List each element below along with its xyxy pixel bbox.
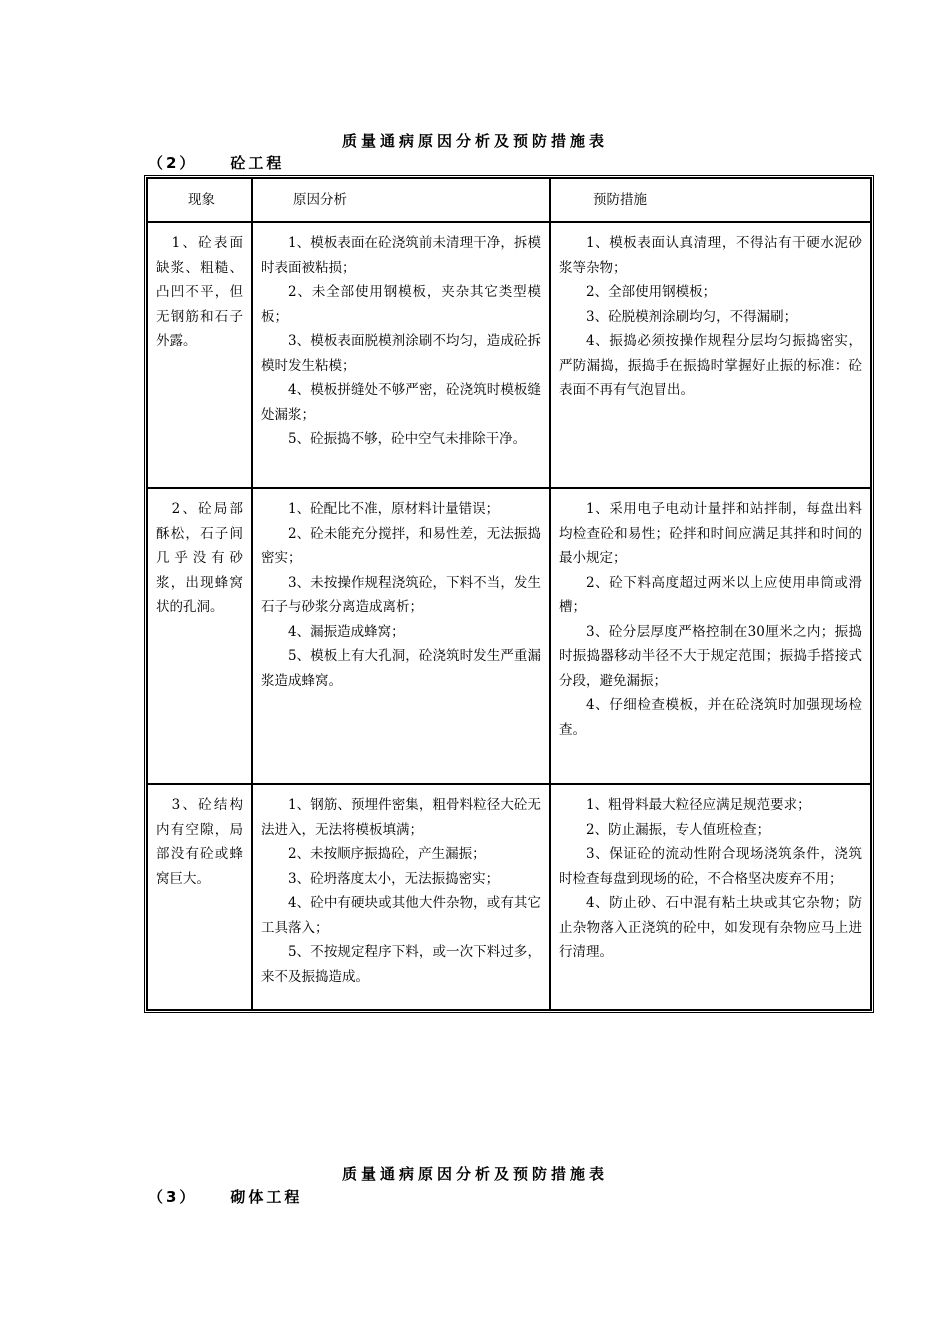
cause-item: 2、砼未能充分搅拌，和易性差，无法振捣密实； [261, 525, 541, 566]
measure-item: 1、采用电子电动计量拌和站拌制，每盘出料均检查砼和易性；砼拌和时间应满足其拌和时间的最小规定； [559, 501, 862, 566]
measure-item: 2、防止漏振，专人值班检查； [586, 821, 771, 838]
measure-item: 2、全部使用钢模板； [586, 284, 717, 300]
phenomenon-text: 2、砼局部酥松，石子间几乎没有砂浆，出现蜂窝状的孔洞。 [156, 501, 243, 615]
phenomenon-text: 3、砼结构内有空隙，局部没有砼或蜂窝巨大。 [156, 797, 243, 887]
causes-cell [252, 784, 550, 1010]
cause-item: 4、模板拼缝处不够严密，砼浇筑时模板缝处漏浆； [261, 382, 541, 423]
table-row [147, 784, 871, 1010]
table-header-row [147, 178, 871, 222]
cause-item: 3、砼坍落度太小，无法振捣密实； [288, 870, 500, 887]
section-heading: （2） 砼工程 [148, 154, 285, 172]
cause-item: 1、模板表面在砼浇筑前未清理干净，拆模时表面被粘损； [261, 235, 541, 276]
measure-item: 3、砼脱模剂涂刷均匀，不得漏刷； [586, 308, 798, 325]
cause-item: 5、模板上有大孔洞，砼浇筑时发生严重漏浆造成蜂窝。 [261, 648, 541, 689]
measure-item: 4、防止砂、石中混有粘土块或其它杂物；防止杂物落入正浇筑的砼中，如发现有杂物应马上进行清理。 [559, 895, 862, 960]
measure-item: 1、模板表面认真清理，不得沾有干硬水泥砂浆等杂物； [559, 235, 862, 276]
cause-item: 1、钢筋、预埋件密集，粗骨料粒径大砼无法进入，无法将模板填满； [261, 797, 541, 838]
header-measures: 预防措施 [593, 192, 647, 208]
header-cell [550, 178, 871, 222]
cause-item: 5、不按规定程序下料，或一次下料过多，来不及振捣造成。 [261, 944, 541, 985]
cause-item: 3、模板表面脱模剂涂刷不均匀，造成砼拆模时发生粘模； [261, 333, 541, 374]
table-title: 质量通病原因分析及预防措施表 [341, 1165, 608, 1183]
header-cell [147, 178, 252, 222]
cause-item: 4、漏振造成蜂窝； [288, 623, 405, 640]
causes-cell [252, 488, 550, 784]
measure-item: 1、粗骨料最大粒径应满足规范要求； [586, 797, 811, 813]
cause-item: 1、砼配比不准，原材料计量错误； [288, 501, 500, 517]
causes-cell [252, 222, 550, 488]
phenomenon-cell [147, 222, 252, 488]
section-heading: （3） 砌体工程 [148, 1188, 303, 1206]
defects-table [144, 175, 874, 1013]
measure-item: 2、砼下料高度超过两米以上应使用串筒或滑槽； [559, 574, 862, 615]
measures-cell [550, 784, 871, 1010]
measures-cell [550, 222, 871, 488]
table-row [147, 222, 871, 488]
header-cell [252, 178, 550, 222]
phenomenon-cell [147, 784, 252, 1010]
header-phenomenon: 现象 [188, 192, 215, 208]
cause-item: 4、砼中有硬块或其他大件杂物，或有其它工具落入； [261, 895, 541, 936]
measure-item: 4、仔细检查模板，并在砼浇筑时加强现场检查。 [559, 697, 862, 738]
phenomenon-cell [147, 488, 252, 784]
table-row [147, 488, 871, 784]
table-title: 质量通病原因分析及预防措施表 [341, 132, 608, 150]
header-causes: 原因分析 [293, 192, 347, 208]
cause-item: 2、未按顺序振捣砼，产生漏振； [288, 846, 486, 862]
measure-item: 3、砼分层厚度严格控制在30厘米之内；振捣时振捣器移动半径不大于规定范围；振捣手搭接式分段，避免漏振； [559, 623, 862, 689]
measure-item: 4、振捣必须按操作规程分层均匀振捣密实，严防漏捣，振捣手在振捣时掌握好止振的标准：砼表面不再有气泡冒出。 [559, 333, 862, 398]
cause-item: 2、未全部使用钢模板，夹杂其它类型模板； [261, 284, 541, 325]
measure-item: 3、保证砼的流动性附合现场浇筑条件，浇筑时检查每盘到现场的砼，不合格坚决废弃不用； [559, 846, 862, 887]
cause-item: 5、砼振捣不够，砼中空气未排除干净。 [288, 431, 527, 447]
measures-cell [550, 488, 871, 784]
phenomenon-text: 1、砼表面缺浆、粗糙、凸凹不平，但无钢筋和石子外露。 [156, 235, 243, 349]
cause-item: 3、未按操作规程浇筑砼，下料不当，发生石子与砂浆分离造成离析； [261, 574, 541, 615]
